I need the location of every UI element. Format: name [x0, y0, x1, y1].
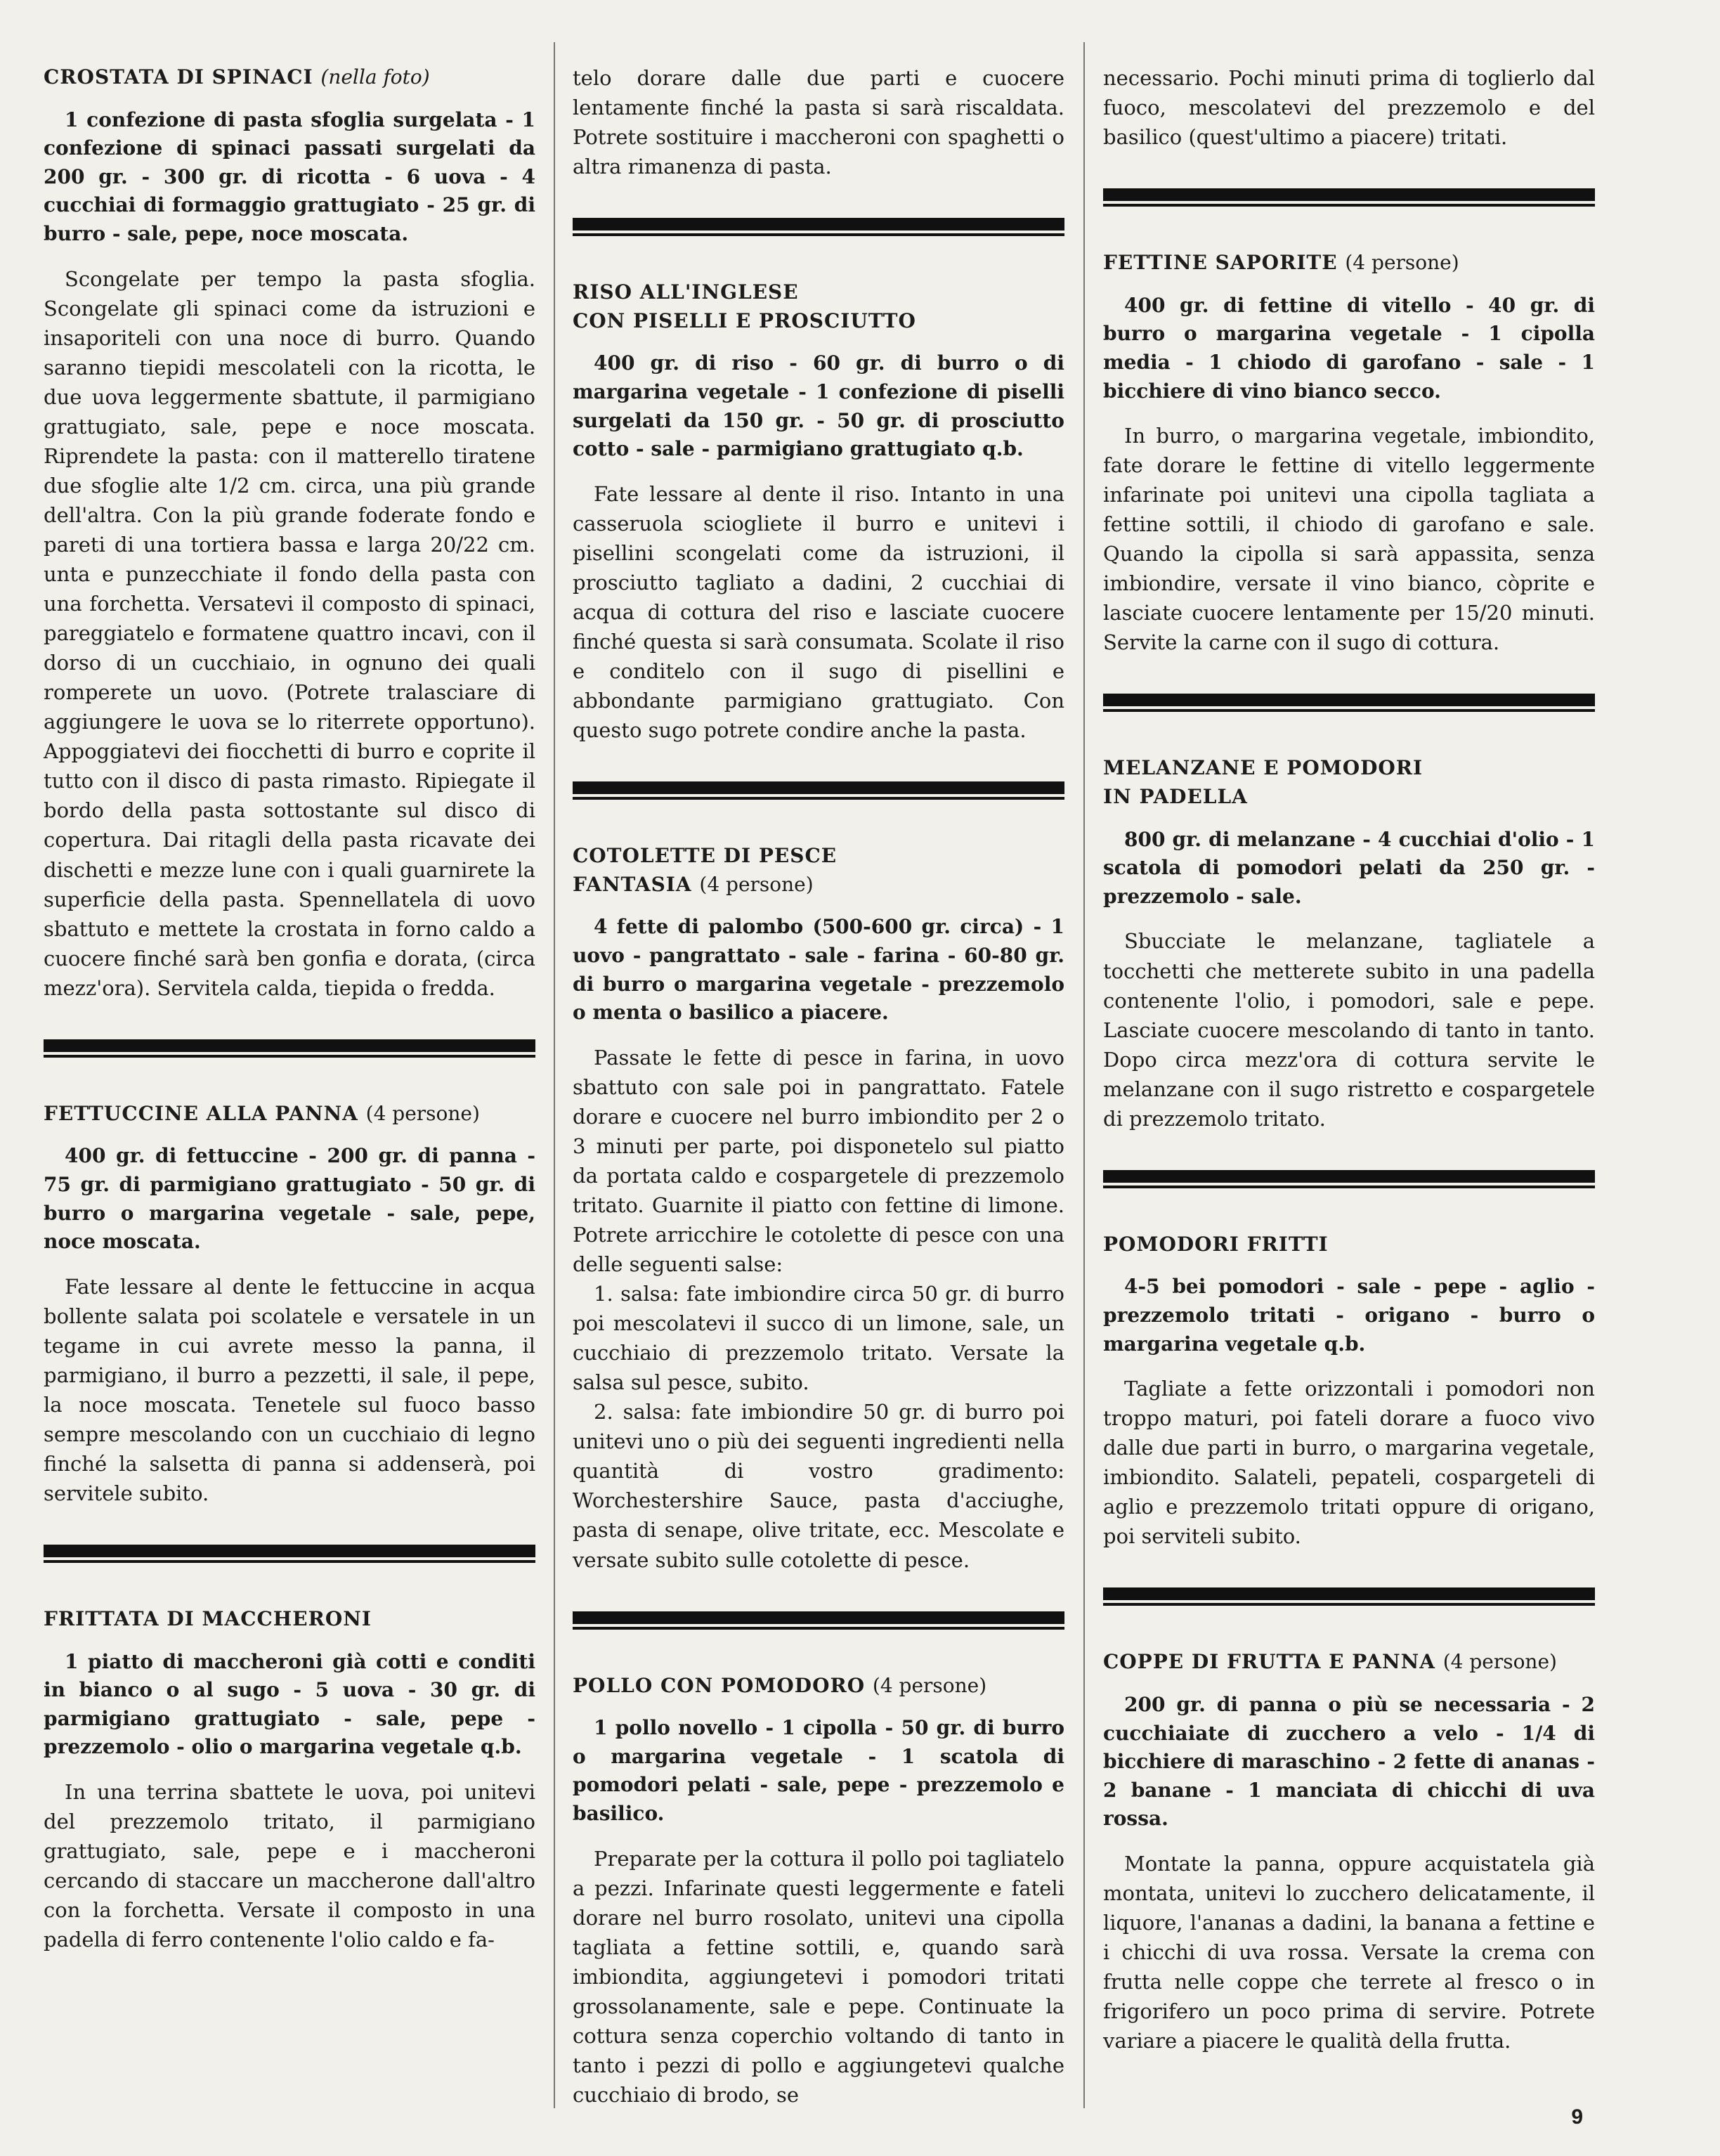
recipe-instructions: Passate le fette di pesce in farina, in uovo sbattuto con sale poi in pangrattato. Fatele dorare e cuocere nel burro imbiondito per 2 o 3 minuti per parte, poi disponetelo sul piatto da portata caldo e cospargetele di prezzemolo tritato. Guarnite il piatto con fettine di limone. Potrete arricchire le cotolette di pesce con una delle seguenti salse:: [573, 1045, 1064, 1277]
recipe-ingredients: 400 gr. di riso - 60 gr. di burro o di margarina vegetale - 1 confezione di piselli surgelati da 150 gr. - 50 gr. di prosciutto cotto - sale - parmigiano grattugiato q.b.: [573, 351, 1064, 461]
recipe-title: FETTUCCINE ALLA PANNA (4 persone): [44, 1101, 480, 1125]
recipe-instructions: Scongelate per tempo la pasta sfoglia. Scongelate gli spinaci come da istruzioni e insaporiteli con una noce di burro. Quando saranno tiepidi mescolateli con la ricotta, le due uova leggermente sbattute, il parmigiano grattugiato, sale, pepe e noce moscata. Riprendete la pasta: con il matterello tiratene due sfoglie alte 1/2 cm. circa, una più grande dell'altra. Con la più grande foderate fondo e pareti di una tortiera bassa e larga 20/22 cm. unta e punzecchiate il fondo della pasta con una forchetta. Versatevi il composto di spinaci, pareggiatelo e formatene quattro incavi, con il dorso di un cucchiaio, in ognuno dei quali romperete un uovo. (Potrete tralasciare di aggiungere le uova se lo riterrete opportuno). Appoggiatevi dei fiocchetti di burro e coprite il tutto con il disco di pasta rimasto. Ripiegate il bordo della pasta sottostante sul disco di copertura. Dai ritagli della pasta ricavate dei dischetti e mezze lune con i quali guarnirete la superficie della pasta. Spennellatela di uovo sbattuto e mettete la crostata in forno caldo a cuocere finché sarà ben gonfia e dorata, (circa mezz'ora). Servitela calda, tiepida o fredda.: [44, 266, 535, 1000]
section-divider: [573, 1611, 1064, 1627]
recipe-servings: (4 persone): [365, 1101, 480, 1125]
recipe-instructions: Fate lessare al dente le fettuccine in acqua bollente salata poi scolatele e versatele in un tegame in cui avrete messo la panna, il parmigiano, il burro a pezzetti, il sale, il pepe, la noce moscata. Tenetele sul fuoco basso sempre mescolando con un cucchiaio di legno finché la salsetta di panna si addenserà, poi servitele subito.: [44, 1274, 535, 1506]
recipe-ingredients: 1 confezione di pasta sfoglia surgelata - 1 confezione di spinaci passati surgelati da 200 gr. - 300 gr. di ricotta - 6 uova - 4 cucchiai di formaggio grattugiato - 25 gr. di burro - sale, pepe, noce moscata.: [44, 108, 535, 245]
recipe-continuation: telo dorare dalle due parti e cuocere lentamente finché la pasta si sarà riscaldata. Potrete sostituire i maccheroni con spaghetti o altra rimanenza di pasta.: [573, 66, 1064, 179]
recipe-title: COPPE DI FRUTTA E PANNA (4 persone): [1103, 1650, 1557, 1674]
recipe-title: FETTINE SAPORITE (4 persone): [1103, 251, 1459, 275]
section-divider: [1103, 694, 1595, 709]
column-2: [573, 63, 1064, 2128]
column-divider: [1083, 42, 1085, 2108]
recipe-ingredients: 200 gr. di panna o più se necessaria - 2 cucchiaiate di zucchero a velo - 1/4 di bicchiere di maraschino - 2 fette di ananas - 2 banane - 1 manciata di chicchi di uva rossa.: [1103, 1693, 1595, 1831]
section-divider: [1103, 1170, 1595, 1186]
recipe-ingredients: 1 piatto di maccheroni già cotti e conditi in bianco o al sugo - 5 uova - 30 gr. di parmigiano grattugiato - sale, pepe - prezzemolo - olio o margarina vegetale q.b.: [44, 1649, 535, 1759]
column-1: [44, 63, 535, 2128]
recipe-instructions: Sbucciate le melanzane, tagliatele a tocchetti che metterete subito in una padella contenente l'olio, i pomodori, sale e pepe. Lasciate cuocere mescolando di tanto in tanto. Dopo circa mezz'ora di cottura servite le melanzane con il sugo ristretto e cospargetele di prezzemolo tritato.: [1103, 929, 1595, 1131]
recipe-title: POMODORI FRITTI: [1103, 1232, 1329, 1256]
section-divider: [573, 781, 1064, 797]
recipe-servings: (4 persone): [872, 1673, 987, 1697]
recipe-title: MELANZANE E POMODORI IN PADELLA: [1103, 756, 1423, 809]
recipe-instructions: In una terrina sbattete le uova, poi unitevi del prezzemolo tritato, il parmigiano grattugiato, sale, pepe e i maccheroni cercando di staccare un maccherone dall'altro con la forchetta. Versate il composto in una padella di ferro contenente l'olio caldo e fa-: [44, 1780, 535, 1952]
recipe-note: (nella foto): [320, 65, 430, 89]
column-3: [1103, 63, 1595, 2128]
recipe-ingredients: 1 pollo novello - 1 cipolla - 50 gr. di burro o margarina vegetale - 1 scatola di pomodori pelati - sale, pepe - prezzemolo e basilico.: [573, 1716, 1064, 1825]
recipe-servings: (4 persone): [1442, 1650, 1557, 1674]
page-number: 9: [1571, 2105, 1583, 2129]
section-divider: [1103, 1587, 1595, 1603]
recipe-ingredients: 4 fette di palombo (500-600 gr. circa) - 1 uovo - pangrattato - sale - farina - 60-80 gr. di burro o margarina vegetale - prezzemolo o menta o basilico a piacere.: [573, 915, 1064, 1025]
recipe-riso-all-inglese: [573, 278, 1064, 745]
recipe-title: RISO ALL'INGLESE CON PISELLI E PROSCIUTTO: [573, 280, 916, 332]
recipe-pomodori-fritti: [1103, 1230, 1595, 1552]
recipe-instructions: Fate lessare al dente il riso. Intanto in una casseruola sciogliete il burro e unitevi i pisellini scongelati come da istruzioni, il prosciutto tagliato a dadini, 2 cucchiai di acqua di cottura del riso e lasciate cuocere finché questa si sarà consumata. Scolate il riso e conditelo con il sugo di pisellini e abbondante parmigiano grattugiato. Con questo sugo potrete condire anche la pasta.: [573, 481, 1064, 743]
recipe-servings: (4 persone): [1345, 251, 1459, 275]
recipe-ingredients: 800 gr. di melanzane - 4 cucchiai d'olio - 1 scatola di pomodori pelati da 250 gr. - prezzemolo - sale.: [1103, 827, 1595, 908]
recipe-cotolette-di-pesce: [573, 842, 1064, 1574]
recipe-ingredients: 400 gr. di fettuccine - 200 gr. di panna - 75 gr. di parmigiano grattugiato - 50 gr. di burro o margarina vegetale - sale, pepe, noce moscata.: [44, 1144, 535, 1254]
recipe-melanzane-e-pomodori: [1103, 754, 1595, 1133]
recipe-sauce-2: 2. salsa: fate imbiondire 50 gr. di burro poi unitevi uno o più dei seguenti ingredienti nella quantità di vostro gradimento: Worchestershire Sauce, pasta d'acciughe, pasta di senape, olive tritate, ecc. Mescolate e versate subito sulle cotolette di pesce.: [573, 1400, 1064, 1572]
section-divider: [44, 1545, 535, 1560]
recipe-continuation: necessario. Pochi minuti prima di toglierlo dal fuoco, mescolatevi del prezzemolo e del basilico (quest'ultimo a piacere) tritati.: [1103, 66, 1595, 150]
recipe-ingredients: 4-5 bei pomodori - sale - pepe - aglio - prezzemolo tritati - origano - burro o margarina vegetale q.b.: [1103, 1275, 1595, 1356]
recipe-ingredients: 400 gr. di fettine di vitello - 40 gr. di burro o margarina vegetale - 1 cipolla media - 1 chiodo di garofano - sale - 1 bicchiere di vino bianco secco.: [1103, 293, 1595, 403]
recipe-frittata-di-maccheroni: [44, 1605, 535, 1954]
recipe-sauce-1: 1. salsa: fate imbiondire circa 50 gr. di burro poi mescolatevi il succo di un limone, sale, un cucchiaio di prezzemolo tritato. Versate la salsa sul pesce, subito.: [573, 1282, 1064, 1395]
recipe-fettine-saporite: [1103, 249, 1595, 657]
recipe-title: CROSTATA DI SPINACI (nella foto): [44, 65, 430, 89]
recipe-title: POLLO CON POMODORO (4 persone): [573, 1673, 987, 1697]
section-divider: [1103, 188, 1595, 204]
recipe-servings: (4 persone): [699, 872, 814, 896]
recipe-fettuccine-alla-panna: [44, 1100, 535, 1508]
section-divider: [44, 1039, 535, 1055]
recipe-crostata-di-spinaci: [44, 63, 535, 1003]
recipe-instructions: Montate la panna, oppure acquistatela già montata, unitevi lo zucchero delicatamente, il liquore, l'ananas a dadini, la banana a fettine e i chicchi di uva rossa. Versate la crema con frutta nelle coppe che terrete al fresco o in frigorifero un poco prima di servire. Potrete variare a piacere le qualità della frutta.: [1103, 1852, 1595, 2053]
recipe-pollo-con-pomodoro: [573, 1672, 1064, 2110]
section-divider: [573, 218, 1064, 233]
recipe-title: FRITTATA DI MACCHERONI: [44, 1607, 372, 1631]
column-divider: [554, 42, 555, 2108]
recipe-instructions: Preparate per la cottura il pollo poi tagliatelo a pezzi. Infarinate questi leggermente e fateli dorare nel burro rosolato, unitevi una cipolla tagliata a fettine sottili, e, quando sarà imbiondita, aggiungetevi i pomodori tritati grossolanamente, sale e pepe. Continuate la cottura senza coperchio voltando di tanto in tanto i pezzi di pollo e aggiungetevi qualche cucchiaio di brodo, se: [573, 1846, 1064, 2107]
recipe-coppe-di-frutta: [1103, 1648, 1595, 2056]
recipe-instructions: Tagliate a fette orizzontali i pomodori non troppo maturi, poi fateli dorare a fuoco vivo dalle due parti in burro, o margarina vegetale, imbiondito. Salateli, pepateli, cospargeteli di aglio e prezzemolo tritati oppure di origano, poi serviteli subito.: [1103, 1377, 1595, 1549]
recipe-title: COTOLETTE DI PESCE FANTASIA (4 persone): [573, 844, 838, 896]
recipe-instructions: In burro, o margarina vegetale, imbiondito, fate dorare le fettine di vitello leggermente infarinate poi unitevi una cipolla tagliata a fettine sottili, il chiodo di garofano e sale. Quando la cipolla si sarà appassita, senza imbiondire, versate il vino bianco, còprite e lasciate cuocere lentamente per 15/20 minuti. Servite la carne con il sugo di cottura.: [1103, 424, 1595, 655]
